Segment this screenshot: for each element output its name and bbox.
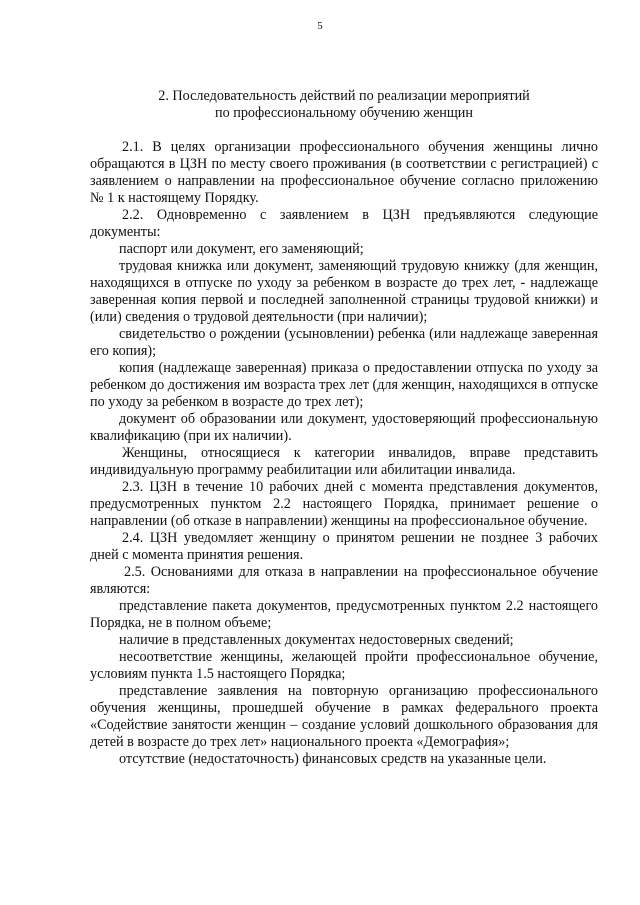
paragraph-2-1: 2.1. В целях организации профессионального обучения женщины лично обращаются в ЦЗН по месту своего проживания (в соответствии с регистрацией) с заявлением о направлении на профессиональное обучение согласно приложению № 1 к настоящему Порядку. <box>90 139 598 206</box>
paragraph-2-4: 2.4. ЦЗН уведомляет женщину о принятом решении не позднее 3 рабочих дней с момента принятия решения. <box>90 530 598 563</box>
list-item-false-information: наличие в представленных документах недостоверных сведений; <box>119 632 514 648</box>
list-item-leave-order: копия (надлежаще заверенная) приказа о предоставлении отпуска по уходу за ребенком до достижения им возраста трех лет (для женщин, находящихся в отпуске по уходу за ребенком в возрасте до трех лет); <box>90 360 598 410</box>
paragraph-2-5: 2.5. Основаниями для отказа в направлении на профессиональное обучение являются: <box>90 564 598 597</box>
section-title <box>90 88 598 122</box>
list-item-incomplete-package: представление пакета документов, предусмотренных пунктом 2.2 настоящего Порядка, не в полном объеме; <box>90 598 598 631</box>
section-title-line-1: 2. Последовательность действий по реализации мероприятий <box>158 88 530 104</box>
document-body <box>90 139 598 768</box>
paragraph-disabled-women: Женщины, относящиеся к категории инвалидов, вправе представить индивидуальную программу реабилитации или абилитации инвалида. <box>90 445 598 478</box>
list-item-passport: паспорт или документ, его заменяющий; <box>119 241 364 257</box>
list-item-education-document: документ об образовании или документ, удостоверяющий профессиональную квалификацию (при их наличии). <box>90 411 598 444</box>
list-item-employment-record: трудовая книжка или документ, заменяющий трудовую книжку (для женщин, находящихся в отпуске по уходу за ребенком в возрасте до трех лет, - надлежаще заверенная копия первой и последней заполненной страницы трудовой книжки) и (или) сведения о трудовой деятельности (при наличии); <box>90 258 598 325</box>
section-title-line-2: по профессиональному обучению женщин <box>215 105 473 121</box>
list-item-birth-certificate: свидетельство о рождении (усыновлении) ребенка (или надлежаще заверенная его копия); <box>90 326 598 359</box>
list-item-repeat-application: представление заявления на повторную организацию профессионального обучения женщины, прошедшей обучение в рамках федерального проекта «Содействие занятости женщин – создание условий дошкольного образования для детей в возрасте до трех лет» национального проекта «Демография»; <box>90 683 598 750</box>
paragraph-2-2: 2.2. Одновременно с заявлением в ЦЗН предъявляются следующие документы: <box>90 207 598 240</box>
page-number: 5 <box>317 20 323 32</box>
list-item-insufficient-funds: отсутствие (недостаточность) финансовых средств на указанные цели. <box>119 751 547 767</box>
paragraph-2-3: 2.3. ЦЗН в течение 10 рабочих дней с момента представления документов, предусмотренных пунктом 2.2 настоящего Порядка, принимает решение о направлении (об отказе в направлении) женщины на профессиональное обучение. <box>90 479 598 529</box>
list-item-nonconformity: несоответствие женщины, желающей пройти профессиональное обучение, условиям пункта 1.5 настоящего Порядка; <box>90 649 598 682</box>
